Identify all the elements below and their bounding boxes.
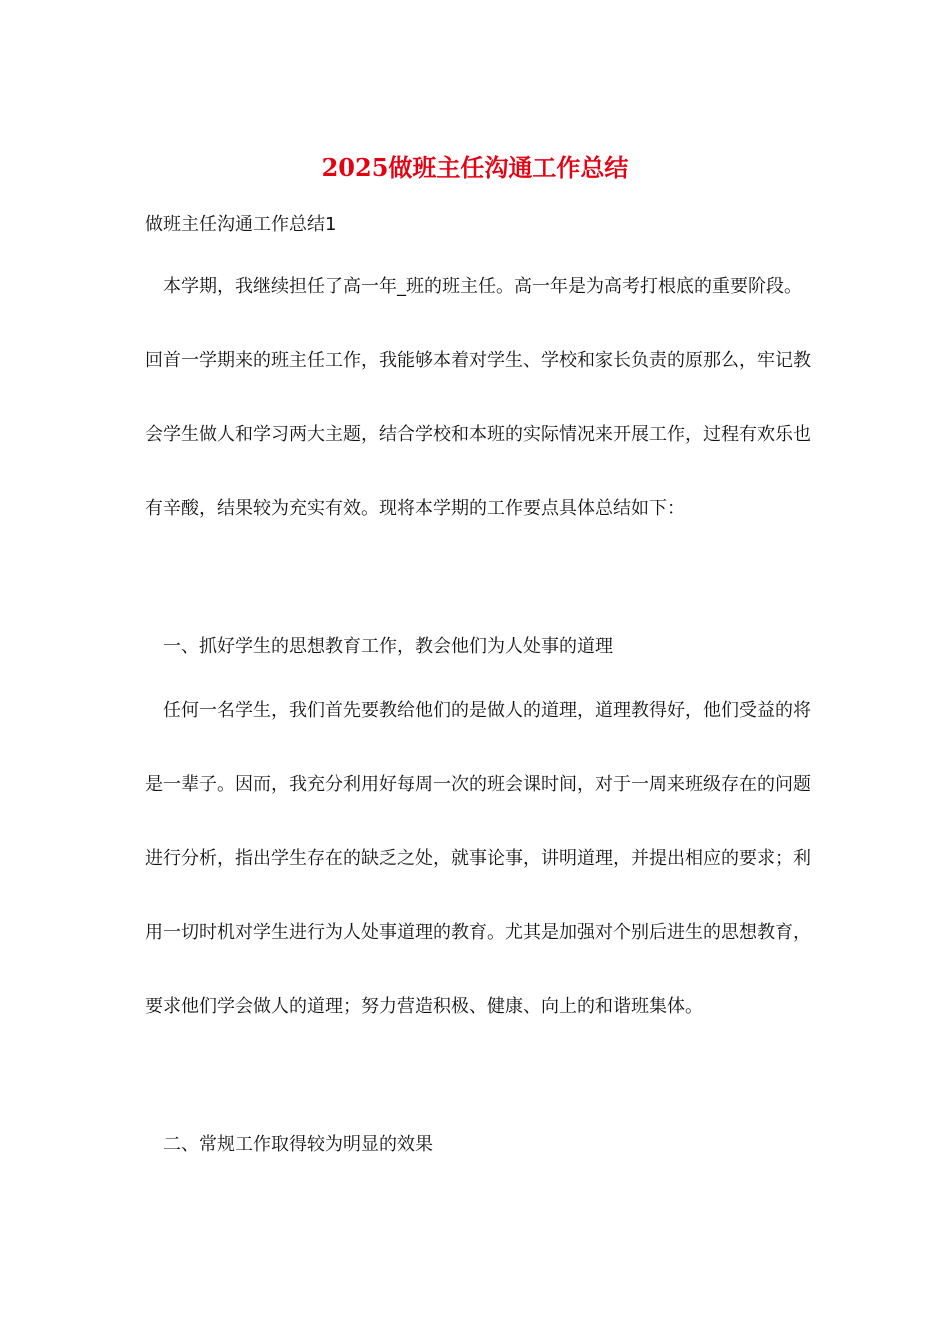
section-subtitle: 做班主任沟通工作总结1 (145, 214, 337, 235)
heading-one: 一、抓好学生的思想教育工作，教会他们为人处事的道理 (163, 636, 613, 657)
heading-two: 二、常规工作取得较为明显的效果 (163, 1134, 433, 1155)
paragraph-intro: 本学期，我继续担任了高一年_班的班主任。高一年是为高考打根底的重要阶段。回首一学期来的班主任工作，我能够本着对学生、学校和家长负责的原那么，牢记教会学生做人和学习两大主题，结合学校和本班的实际情况来开展工作，过程有欢乐也有辛酸，结果较为充实有效。现将本学期的工作要点具体总结如下： (145, 276, 811, 519)
document-title: 2025做班主任沟通工作总结 (321, 153, 629, 182)
paragraph-thought-education: 任何一名学生，我们首先要教给他们的是做人的道理，道理教得好，他们受益的将是一辈子。因而，我充分利用好每周一次的班会课时间，对于一周来班级存在的问题进行分析，指出学生存在的缺乏之处，就事论事，讲明道理，并提出相应的要求；利用一切时机对学生进行为人处事道理的教育。尤其是加强对个别后进生的思想教育，要求他们学会做人的道理；努力营造积极、健康、向上的和谐班集体。 (145, 700, 811, 1017)
